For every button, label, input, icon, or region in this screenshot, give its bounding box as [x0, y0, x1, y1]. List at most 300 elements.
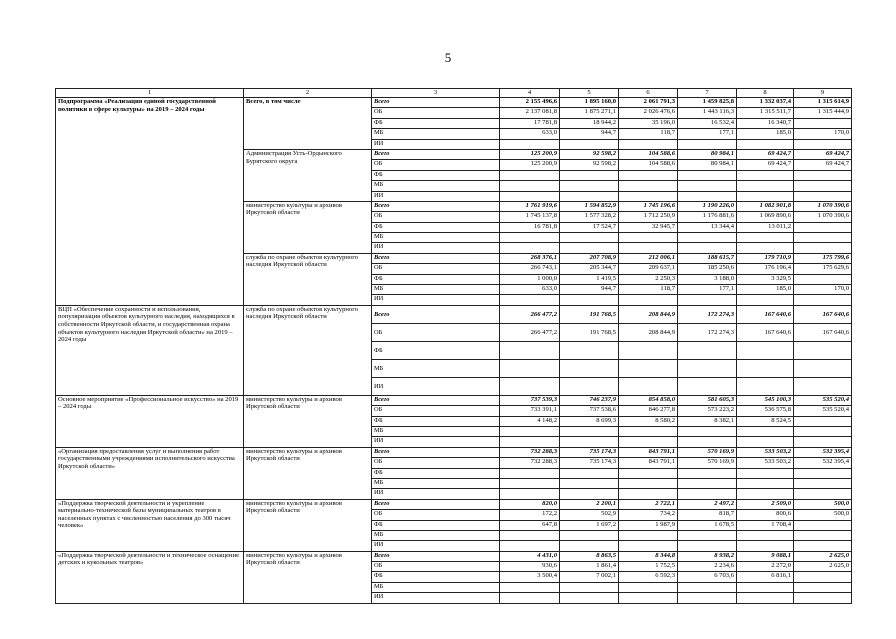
program-name: «Поддержка творческой деятельности и техническое оснащение детских и кукольных театров» [56, 551, 244, 603]
amount-cell: 3 500,4 [500, 572, 560, 582]
amount-cell [678, 582, 737, 592]
amount-cell [500, 341, 560, 359]
amount-cell: 732 288,3 [500, 458, 560, 468]
amount-cell [560, 170, 619, 180]
amount-cell [737, 233, 794, 243]
amount-cell [619, 582, 678, 592]
amount-cell: 732 288,3 [500, 447, 560, 457]
amount-cell [500, 170, 560, 180]
funding-source: ФБ [372, 274, 500, 284]
amount-cell: 69 424,7 [794, 149, 852, 159]
amount-cell [737, 139, 794, 149]
amount-cell: 2 250,3 [619, 274, 678, 284]
amount-cell [500, 530, 560, 540]
amount-cell: 6 816,1 [737, 572, 794, 582]
amount-cell [737, 468, 794, 478]
amount-cell [619, 377, 678, 395]
amount-cell: 179 710,9 [737, 253, 794, 263]
amount-cell: 1 419,5 [560, 274, 619, 284]
column-header: 9 [794, 89, 852, 98]
amount-cell: 205 344,7 [560, 264, 619, 274]
amount-cell [500, 437, 560, 447]
amount-cell: 2 200,1 [560, 499, 619, 509]
amount-cell: 535 520,4 [794, 395, 852, 405]
amount-cell: 1 697,2 [560, 520, 619, 530]
amount-cell: 8 699,3 [560, 416, 619, 426]
amount-cell [619, 593, 678, 603]
amount-cell [794, 468, 852, 478]
amount-cell: 9 088,1 [737, 551, 794, 561]
amount-cell: 533 503,2 [737, 458, 794, 468]
amount-cell: 185,0 [737, 285, 794, 295]
funding-source: Всего [372, 447, 500, 457]
amount-cell: 1 987,9 [619, 520, 678, 530]
amount-cell: 170,0 [794, 129, 852, 139]
amount-cell [560, 233, 619, 243]
funding-source: ИИ [372, 295, 500, 305]
amount-cell [678, 478, 737, 488]
table-row [56, 395, 852, 405]
column-header: 4 [500, 89, 560, 98]
amount-cell: 13 011,2 [737, 222, 794, 232]
amount-cell [500, 191, 560, 201]
amount-cell: 2 497,2 [678, 499, 737, 509]
amount-cell: 1 594 852,9 [560, 201, 619, 211]
amount-cell: 208 844,9 [619, 323, 678, 341]
amount-cell [619, 170, 678, 180]
amount-cell [737, 530, 794, 540]
amount-cell [737, 489, 794, 499]
column-header: 7 [678, 89, 737, 98]
amount-cell [737, 437, 794, 447]
amount-cell [619, 181, 678, 191]
column-header: 1 [56, 89, 244, 98]
amount-cell: 1 752,5 [619, 562, 678, 572]
amount-cell: 4 148,2 [500, 416, 560, 426]
amount-cell: 573 223,2 [678, 406, 737, 416]
amount-cell [500, 377, 560, 395]
amount-cell [500, 233, 560, 243]
amount-cell: 185 250,6 [678, 264, 737, 274]
amount-cell [678, 541, 737, 551]
funding-source: МБ [372, 478, 500, 488]
amount-cell: 268 376,1 [500, 253, 560, 263]
funding-source: ФБ [372, 222, 500, 232]
responsible-executor: Всего, в том числе [244, 98, 372, 150]
funding-source: ИИ [372, 139, 500, 149]
amount-cell: 92 598,2 [560, 160, 619, 170]
amount-cell [794, 593, 852, 603]
funding-source: Всего [372, 201, 500, 211]
amount-cell: 533 503,2 [737, 447, 794, 457]
amount-cell [794, 118, 852, 128]
amount-cell [560, 377, 619, 395]
amount-cell [794, 359, 852, 377]
amount-cell [794, 582, 852, 592]
amount-cell [737, 426, 794, 436]
funding-source: МБ [372, 129, 500, 139]
amount-cell [737, 377, 794, 395]
amount-cell: 733 391,1 [500, 406, 560, 416]
amount-cell: 16 532,4 [678, 118, 737, 128]
amount-cell: 177,1 [678, 129, 737, 139]
table-row [56, 551, 852, 561]
amount-cell [678, 295, 737, 305]
amount-cell [678, 181, 737, 191]
amount-cell [500, 359, 560, 377]
funding-source: Всего [372, 149, 500, 159]
funding-source: МБ [372, 530, 500, 540]
amount-cell [619, 233, 678, 243]
amount-cell [560, 530, 619, 540]
amount-cell [737, 341, 794, 359]
amount-cell: 118,7 [619, 129, 678, 139]
amount-cell: 735 174,3 [560, 458, 619, 468]
amount-cell: 581 605,3 [678, 395, 737, 405]
amount-cell: 118,7 [619, 285, 678, 295]
amount-cell [794, 222, 852, 232]
amount-cell [500, 593, 560, 603]
amount-cell: 1 895 160,0 [560, 98, 619, 108]
amount-cell: 1 069 890,6 [737, 212, 794, 222]
responsible-executor: министерство культуры и архивов Иркутской области [244, 447, 372, 499]
amount-cell: 125 200,9 [500, 149, 560, 159]
funding-source: ФБ [372, 572, 500, 582]
amount-cell [794, 377, 852, 395]
amount-cell: 104 588,6 [619, 149, 678, 159]
funding-source: ФБ [372, 341, 500, 359]
amount-cell: 545 100,3 [737, 395, 794, 405]
funding-source: ОБ [372, 212, 500, 222]
amount-cell [500, 478, 560, 488]
amount-cell: 172 274,3 [678, 323, 737, 341]
funding-source: ИИ [372, 191, 500, 201]
program-name: «Поддержка творческой деятельности и укрепление материально-технической базы муниципальных театров в населенных пунктах с численностью населения до 300 тысяч человек» [56, 499, 244, 551]
amount-cell [737, 541, 794, 551]
funding-source: ОБ [372, 510, 500, 520]
amount-cell [500, 468, 560, 478]
amount-cell [500, 243, 560, 253]
amount-cell [678, 243, 737, 253]
amount-cell: 80 984,1 [678, 149, 737, 159]
amount-cell: 647,8 [500, 520, 560, 530]
amount-cell: 735 174,3 [560, 447, 619, 457]
amount-cell: 175 799,6 [794, 253, 852, 263]
column-header: 3 [372, 89, 500, 98]
amount-cell: 818,7 [678, 510, 737, 520]
amount-cell: 820,0 [500, 499, 560, 509]
amount-cell: 8 580,2 [619, 416, 678, 426]
amount-cell: 1 761 919,6 [500, 201, 560, 211]
amount-cell [678, 233, 737, 243]
amount-cell: 191 768,5 [560, 323, 619, 341]
amount-cell: 2 155 496,6 [500, 98, 560, 108]
amount-cell: 1 315 444,9 [794, 108, 852, 118]
amount-cell: 502,9 [560, 510, 619, 520]
amount-cell [560, 181, 619, 191]
amount-cell: 535 520,4 [794, 406, 852, 416]
amount-cell [737, 582, 794, 592]
amount-cell [678, 593, 737, 603]
amount-cell [619, 243, 678, 253]
funding-source: Всего [372, 499, 500, 509]
amount-cell: 532 395,4 [794, 458, 852, 468]
amount-cell: 177,1 [678, 285, 737, 295]
funding-source: ОБ [372, 406, 500, 416]
amount-cell [794, 170, 852, 180]
header-row [56, 89, 852, 98]
funding-source: МБ [372, 582, 500, 592]
funding-source: МБ [372, 285, 500, 295]
funding-source: МБ [372, 426, 500, 436]
amount-cell [619, 191, 678, 201]
amount-cell: 69 424,7 [794, 160, 852, 170]
funding-source: ОБ [372, 264, 500, 274]
funding-source: ИИ [372, 489, 500, 499]
funding-source: ОБ [372, 108, 500, 118]
amount-cell [678, 530, 737, 540]
amount-cell: 2 026 476,6 [619, 108, 678, 118]
amount-cell: 170,0 [794, 285, 852, 295]
amount-cell [794, 426, 852, 436]
amount-cell: 16 340,7 [737, 118, 794, 128]
amount-cell [619, 489, 678, 499]
amount-cell: 191 768,5 [560, 305, 619, 323]
amount-cell: 1 577 328,2 [560, 212, 619, 222]
amount-cell: 209 637,1 [619, 264, 678, 274]
program-name: «Организация предоставления услуг и выполнения работ государственными учреждениями исполнительского искусства Иркутской области» [56, 447, 244, 499]
amount-cell [678, 170, 737, 180]
amount-cell: 8 524,5 [737, 416, 794, 426]
amount-cell: 1 875 271,1 [560, 108, 619, 118]
amount-cell: 13 344,4 [678, 222, 737, 232]
funding-source: Всего [372, 305, 500, 323]
amount-cell: 500,0 [794, 510, 852, 520]
amount-cell: 1 443 116,3 [678, 108, 737, 118]
funding-source: ФБ [372, 468, 500, 478]
amount-cell [619, 468, 678, 478]
amount-cell: 207 708,9 [560, 253, 619, 263]
amount-cell [794, 139, 852, 149]
amount-cell [794, 437, 852, 447]
amount-cell: 1 082 901,8 [737, 201, 794, 211]
amount-cell [794, 530, 852, 540]
amount-cell: 737 538,6 [560, 406, 619, 416]
funding-source: ФБ [372, 118, 500, 128]
amount-cell: 1 332 037,4 [737, 98, 794, 108]
amount-cell: 125 200,9 [500, 160, 560, 170]
amount-cell: 500,0 [794, 499, 852, 509]
amount-cell: 536 575,8 [737, 406, 794, 416]
amount-cell [560, 437, 619, 447]
amount-cell: 2 625,0 [794, 551, 852, 561]
amount-cell [560, 295, 619, 305]
column-header: 5 [560, 89, 619, 98]
amount-cell: 104 588,6 [619, 160, 678, 170]
amount-cell: 188 615,7 [678, 253, 737, 263]
amount-cell: 35 196,0 [619, 118, 678, 128]
amount-cell: 69 424,7 [737, 160, 794, 170]
amount-cell: 843 791,1 [619, 447, 678, 457]
amount-cell: 1 459 825,8 [678, 98, 737, 108]
amount-cell: 176 196,4 [737, 264, 794, 274]
amount-cell: 80 984,1 [678, 160, 737, 170]
amount-cell [794, 191, 852, 201]
amount-cell: 8 863,5 [560, 551, 619, 561]
amount-cell: 944,7 [560, 285, 619, 295]
amount-cell: 1 678,5 [678, 520, 737, 530]
funding-source: Всего [372, 551, 500, 561]
program-name: Основное мероприятие «Профессиональное искусство» на 2019 – 2024 годы [56, 395, 244, 447]
amount-cell [794, 233, 852, 243]
funding-source: ОБ [372, 562, 500, 572]
page-number: 5 [444, 50, 452, 65]
amount-cell [678, 359, 737, 377]
amount-cell [737, 593, 794, 603]
amount-cell [678, 191, 737, 201]
amount-cell [560, 426, 619, 436]
funding-source: ФБ [372, 520, 500, 530]
responsible-executor: министерство культуры и архивов Иркутской области [244, 551, 372, 603]
amount-cell [794, 572, 852, 582]
amount-cell: 8 344,8 [619, 551, 678, 561]
amount-cell [560, 489, 619, 499]
amount-cell: 2 234,6 [678, 562, 737, 572]
amount-cell [619, 530, 678, 540]
amount-cell [500, 295, 560, 305]
amount-cell [678, 468, 737, 478]
amount-cell [794, 520, 852, 530]
amount-cell [619, 478, 678, 488]
amount-cell [794, 243, 852, 253]
amount-cell: 1 712 250,9 [619, 212, 678, 222]
amount-cell [560, 243, 619, 253]
amount-cell: 8 938,2 [678, 551, 737, 561]
amount-cell: 2 625,0 [794, 562, 852, 572]
amount-cell: 7 002,1 [560, 572, 619, 582]
amount-cell: 17 524,7 [560, 222, 619, 232]
table-row [56, 305, 852, 323]
amount-cell: 6 592,3 [619, 572, 678, 582]
amount-cell: 1 176 881,6 [678, 212, 737, 222]
amount-cell [560, 139, 619, 149]
funding-source: МБ [372, 181, 500, 191]
amount-cell: 266 743,1 [500, 264, 560, 274]
amount-cell [560, 341, 619, 359]
funding-source: ФБ [372, 416, 500, 426]
amount-cell: 2 137 081,8 [500, 108, 560, 118]
amount-cell: 734,2 [619, 510, 678, 520]
amount-cell [560, 582, 619, 592]
amount-cell [678, 341, 737, 359]
amount-cell: 846 277,8 [619, 406, 678, 416]
funding-source: ИИ [372, 541, 500, 551]
amount-cell: 18 944,2 [560, 118, 619, 128]
amount-cell: 1 315 614,9 [794, 98, 852, 108]
amount-cell [794, 274, 852, 284]
responsible-executor: министерство культуры и архивов Иркутской области [244, 499, 372, 551]
amount-cell [794, 295, 852, 305]
amount-cell: 2 722,1 [619, 499, 678, 509]
funding-source: ИИ [372, 377, 500, 395]
amount-cell [678, 426, 737, 436]
amount-cell [794, 489, 852, 499]
amount-cell: 930,6 [500, 562, 560, 572]
amount-cell: 854 858,0 [619, 395, 678, 405]
amount-cell: 16 781,8 [500, 222, 560, 232]
funding-source: МБ [372, 359, 500, 377]
amount-cell: 2 272,0 [737, 562, 794, 572]
amount-cell [794, 478, 852, 488]
amount-cell: 175 629,6 [794, 264, 852, 274]
budget-table [55, 88, 852, 604]
funding-source: Всего [372, 253, 500, 263]
funding-source: МБ [372, 233, 500, 243]
funding-source: ФБ [372, 170, 500, 180]
amount-cell [500, 489, 560, 499]
amount-cell: 185,0 [737, 129, 794, 139]
amount-cell: 6 703,6 [678, 572, 737, 582]
amount-cell: 167 640,6 [737, 323, 794, 341]
amount-cell [560, 468, 619, 478]
amount-cell: 4 431,0 [500, 551, 560, 561]
amount-cell: 1 190 226,0 [678, 201, 737, 211]
amount-cell [500, 582, 560, 592]
amount-cell: 167 640,6 [794, 323, 852, 341]
amount-cell [678, 139, 737, 149]
amount-cell: 167 640,6 [737, 305, 794, 323]
amount-cell: 266 477,2 [500, 323, 560, 341]
responsible-executor: Администрация Усть-Ордынского Бурятского округа [244, 149, 372, 201]
amount-cell: 633,0 [500, 129, 560, 139]
amount-cell: 8 382,1 [678, 416, 737, 426]
amount-cell [737, 478, 794, 488]
amount-cell: 800,6 [737, 510, 794, 520]
funding-source: ОБ [372, 323, 500, 341]
amount-cell: 570 169,9 [678, 458, 737, 468]
funding-source: ИИ [372, 437, 500, 447]
funding-source: ОБ [372, 160, 500, 170]
responsible-executor: служба по охране объектов культурного наследия Иркутской области [244, 253, 372, 305]
amount-cell: 92 598,2 [560, 149, 619, 159]
amount-cell [737, 295, 794, 305]
amount-cell [500, 181, 560, 191]
amount-cell: 843 791,1 [619, 458, 678, 468]
amount-cell: 172 274,3 [678, 305, 737, 323]
amount-cell: 633,0 [500, 285, 560, 295]
amount-cell [794, 341, 852, 359]
amount-cell: 172,2 [500, 510, 560, 520]
amount-cell: 1 745 137,8 [500, 212, 560, 222]
amount-cell: 1 070 390,6 [794, 212, 852, 222]
amount-cell: 32 945,7 [619, 222, 678, 232]
responsible-executor: служба по охране объектов культурного наследия Иркутской области [244, 305, 372, 395]
amount-cell: 1 708,4 [737, 520, 794, 530]
amount-cell: 570 169,9 [678, 447, 737, 457]
amount-cell [500, 139, 560, 149]
amount-cell [560, 478, 619, 488]
amount-cell [678, 377, 737, 395]
amount-cell: 1 000,0 [500, 274, 560, 284]
amount-cell [737, 191, 794, 201]
amount-cell: 532 395,4 [794, 447, 852, 457]
responsible-executor: министерство культуры и архивов Иркутской области [244, 201, 372, 253]
amount-cell: 17 781,8 [500, 118, 560, 128]
amount-cell [794, 181, 852, 191]
funding-source: Всего [372, 98, 500, 108]
amount-cell: 208 844,9 [619, 305, 678, 323]
table-row [56, 499, 852, 509]
